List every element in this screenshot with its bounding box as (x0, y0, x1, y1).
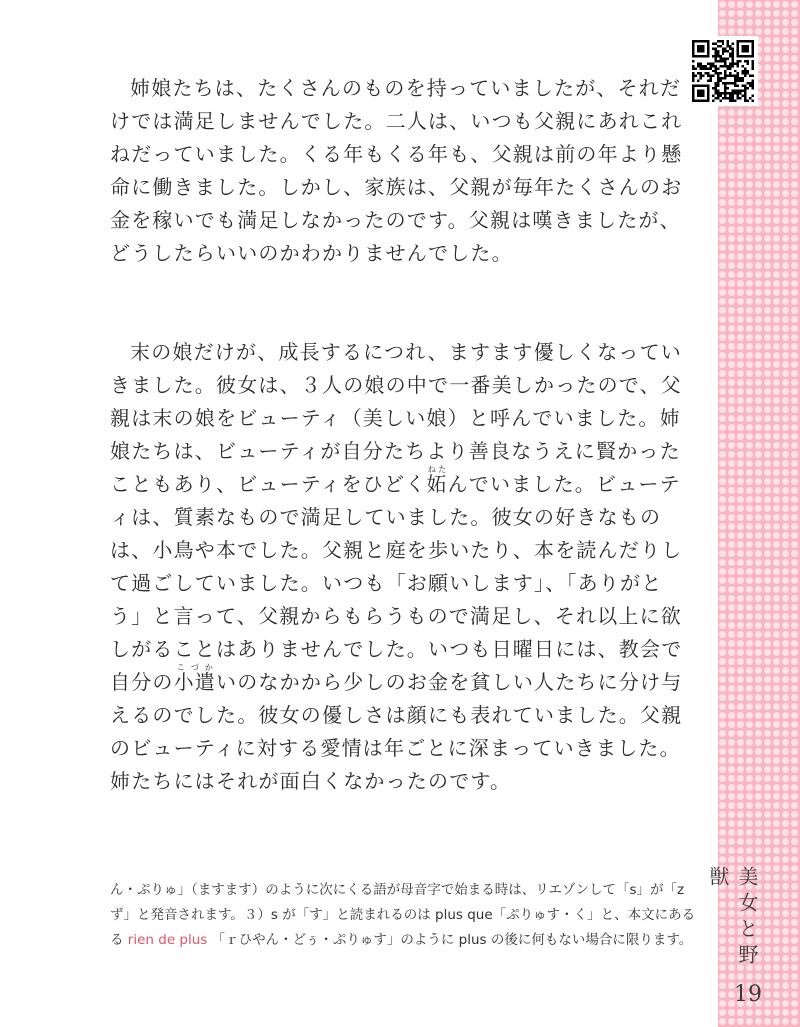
footnote-line-2: ず」と発音されます。３）s が「す」と読まれるのは plus que「ぷりゅす・く」と、本文にある (110, 907, 696, 923)
qr-code-icon (692, 40, 754, 102)
footnote-line-1: ん・ぷりゅ」（ますます）のように次にくる語が母音字で始まる時は、リエゾンして「s」が「z (110, 882, 685, 898)
paragraph-2 (110, 336, 690, 798)
footnote (110, 878, 696, 953)
paragraph-2-part-3: いのなかから少しのお金を貧しい人たちに分け与えるのでした。彼女の優しさは顔にも表れていました。父親のビューティに対する愛情は年ごとに深まっていきました。姉たちにはそれが面白くなかったのです。 (110, 670, 683, 793)
paragraph-2-part-2: んでいました。ビューティは、質素なもので満足していました。彼女の好きなものは、小鳥や本でした。父親と庭を歩いたり、本を読んだりして過ごしていました。いつも「お願いします」、「ありがとう」と言って、父親からもらうもので満足し、それ以上に欲しがることはありませんでした。いつも日曜日には、教会で自分の (110, 472, 683, 694)
paragraph-1: 姉娘たちは、たくさんのものを持っていましたが、それだけでは満足しませんでした。二人は、いつも父親にあれこれねだっていました。くる年もくる年も、父親は前の年より懸命に働きました。しかし、家族は、父親が毎年たくさんのお金を稼いでも満足しなかったのです。父親は嘆きましたが、どうしたらいいのかわかりませんでした。 (110, 76, 683, 265)
paragraph-2-part-1: 末の娘だけが、成長するにつれ、ますます優しくなっていきました。彼女は、３人の娘の中で一番美しかったので、父親は末の娘をビューティ（美しい娘）と呼んでいました。姉娘たちは、ビューティが自分たちより善良なうえに賢かったこともあり、ビューティをひどく (110, 340, 682, 496)
main-text (110, 72, 690, 798)
footnote-line-3: る rien de plus 「ｒひやん・どぅ・ぷりゅす」のように plus の後に何もない場合に限ります。 (110, 932, 693, 948)
qr-code[interactable] (688, 36, 758, 106)
side-title: 美女と野獣 (706, 866, 759, 970)
furigana-neta: 妬ねた (426, 465, 448, 496)
page-number: 19 (734, 982, 762, 1007)
french-phrase: rien de plus (127, 932, 208, 948)
furigana-kozukai: 小遣こづか (173, 663, 217, 694)
